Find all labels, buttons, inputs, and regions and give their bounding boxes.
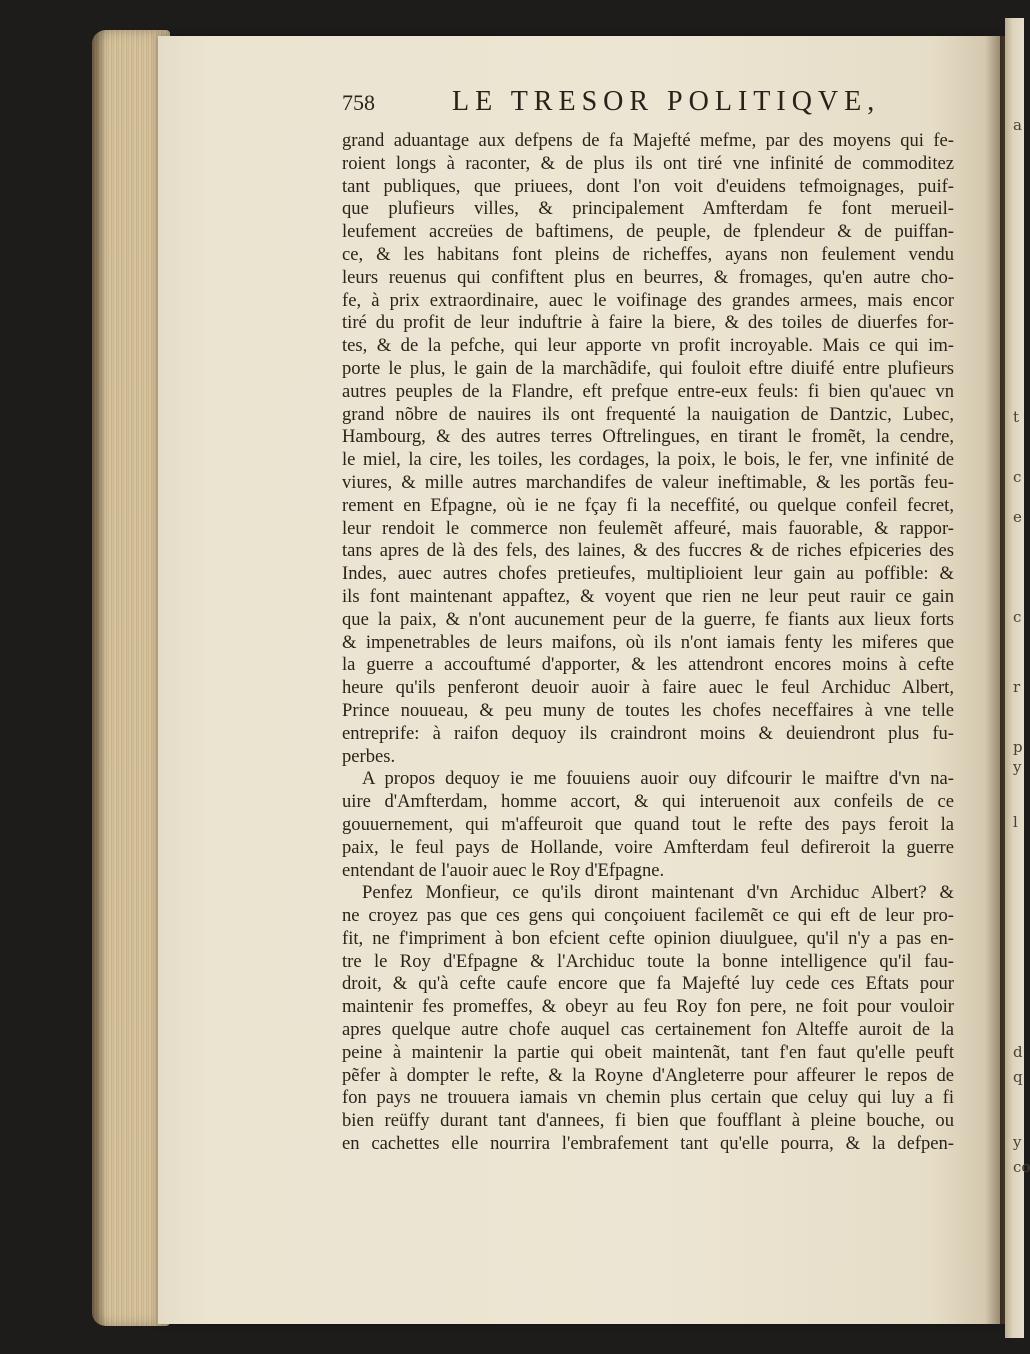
text-line: tes, & de la pefche, qui leur apporte vn profit incroyable. Mais ce qui im- bbox=[342, 335, 954, 357]
text-line: apres quelque autre chofe auquel cas certainement fon Alteffe auroit de la bbox=[342, 1019, 954, 1041]
facing-page-fragment: a bbox=[1013, 116, 1022, 134]
text-line: ils font maintenant appaftez, & voyent que rien ne leur peut rauir ce gain bbox=[342, 585, 954, 607]
text-line: tant publiques, que priuees, dont l'on voit d'euidens tefmoignages, puif- bbox=[342, 175, 954, 197]
facing-page-fragment: t bbox=[1013, 408, 1020, 426]
text-line: fe, à prix extraordinaire, auec le voifinage des grandes armees, mais encor bbox=[342, 289, 954, 311]
text-line: leufement accreües de baftimens, de peuple, de fplendeur & de puiffan- bbox=[342, 221, 954, 243]
text-line: la guerre a accouftumé d'apporter, & les attendront encores moins à cefte bbox=[342, 654, 954, 676]
text-line: leurs reuenus qui confiftent plus en beurres, & fromages, qu'en autre cho- bbox=[342, 266, 954, 288]
text-line: uire d'Amfterdam, homme accort, & qui interuenoit aux confeils de ce bbox=[342, 791, 954, 813]
text-line: autres peuples de la Flandre, eft prefque entre-eux feuls: fi bien qu'auec vn bbox=[342, 380, 954, 402]
bleed-through-stamp bbox=[410, 1316, 428, 1334]
text-line: ne croyez pas que ces gens qui conçoiuent facilemẽt ce qui eft de leur pro- bbox=[342, 905, 954, 927]
text-line: pẽfer à dompter le refte, & la Royne d'Angleterre pour affeurer le repos de bbox=[342, 1064, 954, 1086]
facing-page-fragment: y bbox=[1013, 1133, 1022, 1151]
text-line: rement en Efpagne, où ie ne fçay fi la neceffité, ou quelque confeil fecret, bbox=[342, 494, 954, 516]
text-line: entreprife: à raifon dequoy ils craindront moins & deuiendront plus fu- bbox=[342, 722, 954, 744]
text-line: roient longs à raconter, & de plus ils ont tiré vne infinité de commoditez bbox=[342, 152, 954, 174]
text-line: leur rendoit le commerce non feulemẽt affeuré, mais fauorable, & rappor- bbox=[342, 517, 954, 539]
running-head: LE TRESOR POLITIQVE, bbox=[452, 86, 881, 117]
facing-page-fragment: co bbox=[1013, 1158, 1030, 1176]
text-line: peine à maintenir la partie qui obeit maintenãt, tant f'en faut qu'elle peuft bbox=[342, 1041, 954, 1063]
text-line: le miel, la cire, les toiles, les cordages, la poix, le bois, le fer, vne infinité de bbox=[342, 449, 954, 471]
text-line: que la paix, & n'ont aucunement peur de la guerre, fe fiants aux lieux forts bbox=[342, 608, 954, 630]
text-line: tre le Roy d'Efpagne & l'Archiduc toute la bonne intelligence qu'il fau- bbox=[342, 950, 954, 972]
facing-page-text bbox=[1005, 0, 1030, 1354]
body-text bbox=[342, 130, 954, 1156]
facing-page-fragment: y bbox=[1013, 758, 1022, 776]
facing-page-fragment: l bbox=[1013, 813, 1018, 831]
text-line: A propos dequoy ie me fouuiens auoir ouy difcourir le maiftre d'vn na- bbox=[362, 768, 954, 790]
text-line: fon pays ne trouuera iamais vn chemin plus certain que celuy qui luy a fi bbox=[342, 1087, 954, 1109]
text-line: gouuernement, qui m'affeuroit que quand tout le refte des pays feroit la bbox=[342, 813, 954, 835]
page-header bbox=[342, 86, 942, 126]
facing-page-fragment: c bbox=[1013, 608, 1022, 626]
page-number: 758 bbox=[342, 90, 375, 115]
text-line: paix, le feul pays de Hollande, voire Amfterdam feul defireroit la guerre bbox=[342, 836, 954, 858]
facing-page-fragment: q bbox=[1013, 1068, 1023, 1086]
text-line: Hambourg, & des autres terres Oftrelingues, en tirant le fromẽt, la cendre, bbox=[342, 426, 954, 448]
text-line: en cachettes elle nourrira l'embrafement tant qu'elle pourra, & la defpen- bbox=[342, 1133, 954, 1155]
facing-page-fragment: e bbox=[1013, 508, 1022, 526]
text-line: grand nõbre de nauires ils ont frequenté la nauigation de Dantzic, Lubec, bbox=[342, 403, 954, 425]
facing-page-fragment: d bbox=[1013, 1043, 1023, 1061]
text-line: ce, & les habitans font pleins de richeffes, ayans non feulement vendu bbox=[342, 243, 954, 265]
text-line: que plufieurs villes, & principalement Amfterdam fe font merueil- bbox=[342, 198, 954, 220]
text-line: bien reüffy durant tant d'annees, fi bien que foufflant à pleine bouche, ou bbox=[342, 1110, 954, 1132]
text-line: Prince nouueau, & peu muny de toutes les chofes neceffaires à vne telle bbox=[342, 699, 954, 721]
text-line: tiré du profit de leur induftrie à faire la biere, & des toiles de diuerfes for- bbox=[342, 312, 954, 334]
facing-page-fragment: p bbox=[1013, 738, 1023, 756]
text-line: viures, & mille autres marchandifes de valeur ineftimable, & les portãs feu- bbox=[342, 471, 954, 493]
text-line: Penfez Monfieur, ce qu'ils diront maintenant d'vn Archiduc Albert? & bbox=[362, 882, 954, 904]
facing-page-fragment: r bbox=[1013, 678, 1021, 696]
text-line: tans apres de là des fels, des laines, & des fuccres & de riches efpiceries des bbox=[342, 540, 954, 562]
book-edge-shadow bbox=[92, 30, 106, 1326]
text-line: & impenetrables de leurs maifons, où ils n'ont iamais fenty les miferes que bbox=[342, 631, 954, 653]
text-line: porte le plus, le gain de la marchãdife, qui fouloit eftre diuifé entre plufieurs bbox=[342, 357, 954, 379]
facing-page-fragment: c bbox=[1013, 468, 1022, 486]
text-line: heure qu'ils penferont deuoir auoir à faire auec le feul Archiduc Albert, bbox=[342, 677, 954, 699]
text-line: perbes. bbox=[342, 745, 396, 767]
page-gutter-shadow bbox=[985, 36, 1005, 1324]
text-line: entendant de l'auoir auec le Roy d'Efpagne. bbox=[342, 859, 665, 881]
text-line: droit, & qu'à cefte caufe encore que fa Majefté luy cede ces Eftats pour bbox=[342, 973, 954, 995]
text-line: maintenir fes promeffes, & obeyr au feu Roy fon pere, ne foit pour vouloir bbox=[342, 996, 954, 1018]
text-line: grand aduantage aux defpens de fa Majefté mefme, par des moyens qui fe- bbox=[342, 130, 954, 151]
text-line: fit, ne f'impriment à bon efcient cefte opinion diuulguee, qu'il n'y a pas en- bbox=[342, 927, 954, 949]
text-line: Indes, auec autres chofes pretieufes, multiplioient leur gain au poffible: & bbox=[342, 563, 954, 585]
